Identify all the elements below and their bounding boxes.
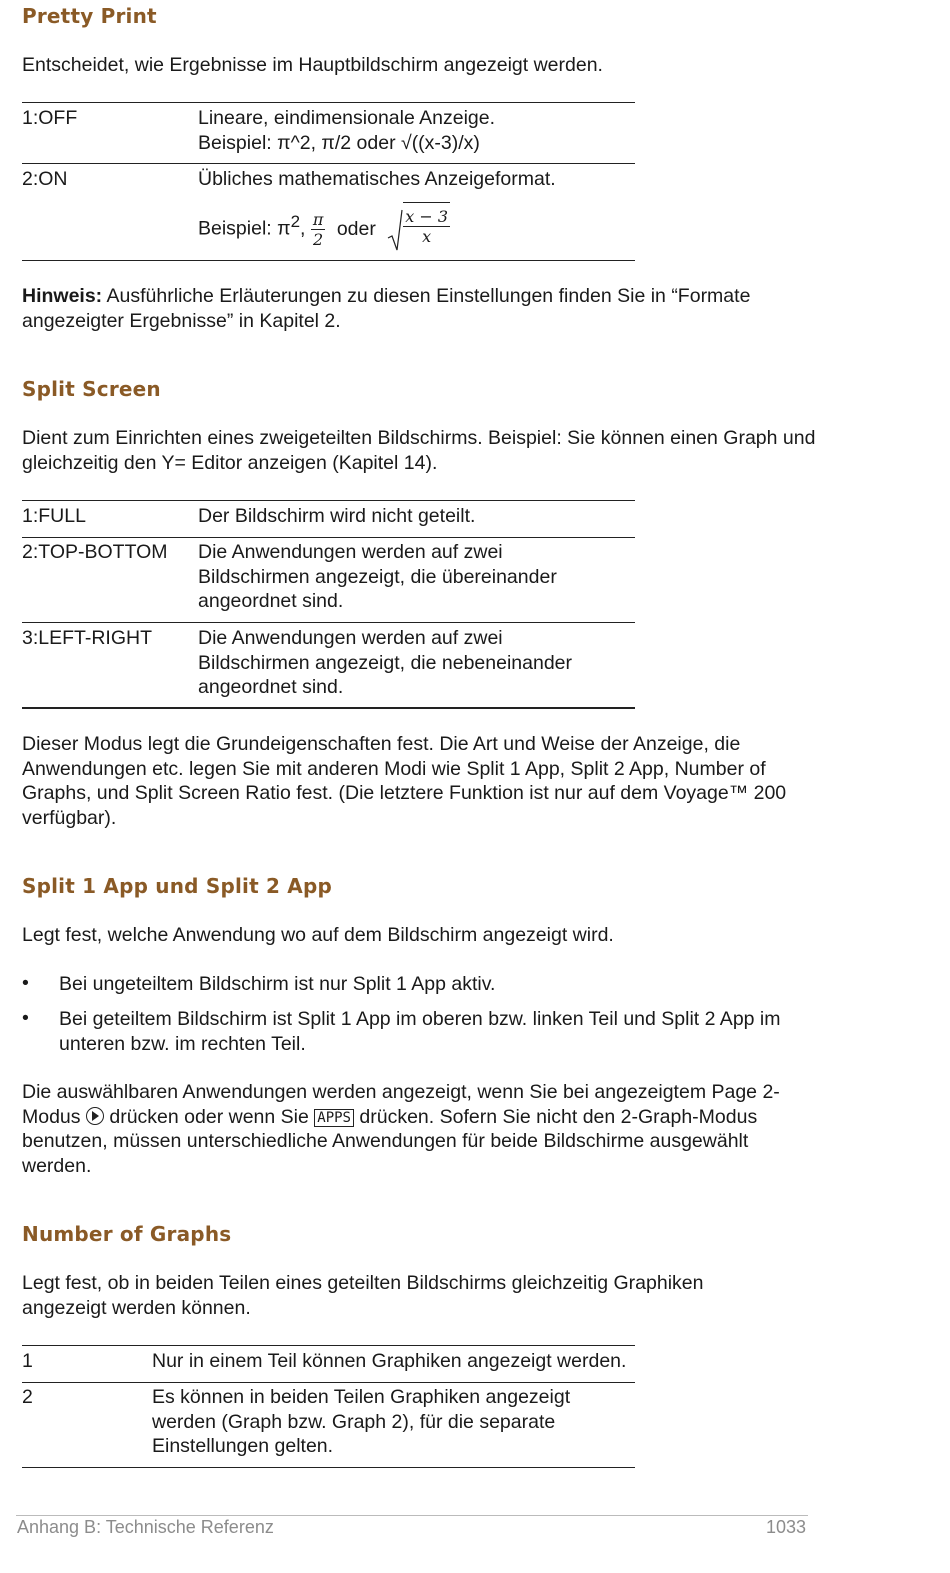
split-screen-after: Dieser Modus legt die Grundeigenschaften fest. Die Art und Weise der Anzeige, die Anwendungen etc. legen Sie mit anderen Modi wie Split 1 App, Split 2 App, Number of Graphs, und Split Screen Ratio fest. (Die letztere Funktion ist nur auf dem Voyage™ 200 verfügbar).: [22, 733, 787, 829]
table-rule: [22, 500, 635, 501]
footer-chapter: Anhang B: Technische Referenz: [17, 1517, 274, 1537]
table-rule: [22, 707, 635, 709]
option-desc: Die Anwendungen werden auf zwei Bildschirmen angezeigt, die nebeneinander angeordnet sind.: [198, 627, 573, 698]
table-rule: [22, 1345, 635, 1346]
pretty-print-note: [22, 284, 822, 333]
sqrt-inner-fraction: [403, 207, 450, 246]
option-desc: Übliches mathematisches Anzeigeformat.: [198, 168, 556, 190]
note-text: Ausführliche Erläuterungen zu diesen Einstellungen finden Sie in “Formate angezeigter Ergebnisse” in Kapitel 2.: [22, 285, 751, 332]
bullet: •: [22, 972, 29, 994]
right-arrow-key-icon: [86, 1107, 104, 1125]
option-key: 1:OFF: [22, 107, 78, 129]
after-text-2: drücken oder wenn Sie: [109, 1105, 309, 1128]
option-desc: Der Bildschirm wird nicht geteilt.: [198, 505, 476, 527]
option-desc: Es können in beiden Teilen Graphiken angezeigt werden (Graph bzw. Graph 2), für die separate Einstellungen gelten.: [152, 1386, 571, 1457]
example-exponent: 2: [290, 212, 301, 231]
split-apps-intro: Legt fest, welche Anwendung wo auf dem Bildschirm angezeigt wird.: [22, 924, 614, 946]
pi-over-two-fraction: [311, 210, 326, 249]
pretty-print-intro: Entscheidet, wie Ergebnisse im Hauptbildschirm angezeigt werden.: [22, 54, 603, 76]
pretty-example: [198, 200, 450, 252]
example-comma: ,: [300, 217, 306, 240]
bullet: •: [22, 1007, 29, 1029]
table-rule: [22, 1467, 635, 1468]
table-rule: [22, 622, 635, 623]
option-key: 3:LEFT-RIGHT: [22, 627, 153, 649]
list-item: Bei ungeteiltem Bildschirm ist nur Split 1 App aktiv.: [59, 973, 496, 995]
section-heading-split-screen: Split Screen: [22, 377, 161, 401]
footer-rule: [16, 1515, 808, 1516]
table-rule: [22, 260, 635, 261]
option-desc: [198, 106, 628, 155]
sqrt-icon: [387, 208, 403, 252]
table-rule: [22, 537, 635, 538]
fraction-numerator: x − 3: [405, 206, 449, 226]
split-apps-after: [22, 1080, 792, 1178]
table-rule: [22, 102, 635, 103]
page-number: 1033: [766, 1517, 807, 1537]
number-of-graphs-intro: Legt fest, ob in beiden Teilen eines geteilten Bildschirms gleichzeitig Graphiken angezeigt werden können.: [22, 1272, 704, 1319]
split-screen-intro: Dient zum Einrichten eines zweigeteilten Bildschirms. Beispiel: Sie können einen Graph und gleichzeitig den Y= Editor anzeigen (Kapitel 14).: [22, 427, 816, 474]
example-prefix: Beispiel: π: [198, 217, 291, 240]
sqrt-fraction: [387, 207, 450, 252]
after-text-1: Die auswählbaren Anwendungen werden angezeigt, wenn Sie bei angezeigtem Page 2-Modus: [22, 1081, 780, 1128]
table-rule: [22, 1382, 635, 1383]
section-heading-pretty-print: Pretty Print: [22, 4, 157, 28]
option-key: 2:ON: [22, 168, 68, 190]
fraction-denominator: 2: [313, 229, 324, 249]
option-key: 1: [22, 1350, 33, 1372]
table-rule: [22, 163, 635, 164]
apps-key-icon: APPS: [314, 1109, 354, 1127]
option-key: 1:FULL: [22, 505, 86, 527]
note-label: Hinweis:: [22, 285, 103, 307]
option-desc: Nur in einem Teil können Graphiken angezeigt werden.: [152, 1350, 627, 1372]
option-key: 2: [22, 1386, 33, 1408]
after-text-3: drücken. Sofern Sie nicht den 2-Graph-Modus benutzen, müssen unterschiedliche Anwendungen für beide Bildschirme ausgewählt werden.: [22, 1105, 758, 1177]
example-oder: oder: [336, 217, 376, 240]
section-heading-split-apps: Split 1 App und Split 2 App: [22, 874, 333, 898]
fraction-denominator: x: [422, 226, 432, 246]
section-heading-number-of-graphs: Number of Graphs: [22, 1222, 232, 1246]
option-desc: Die Anwendungen werden auf zwei Bildschirmen angezeigt, die übereinander angeordnet sind.: [198, 541, 557, 612]
option-key: 2:TOP-BOTTOM: [22, 541, 168, 563]
option-desc-line: Lineare, eindimensionale Anzeige.: [198, 107, 496, 129]
option-example: Beispiel: π^2, π/2 oder √((x-3)/x): [198, 131, 480, 154]
fraction-numerator: π: [312, 209, 324, 229]
list-item: Bei geteiltem Bildschirm ist Split 1 App im oberen bzw. linken Teil und Split 2 App im unteren bzw. im rechten Teil.: [59, 1008, 781, 1055]
